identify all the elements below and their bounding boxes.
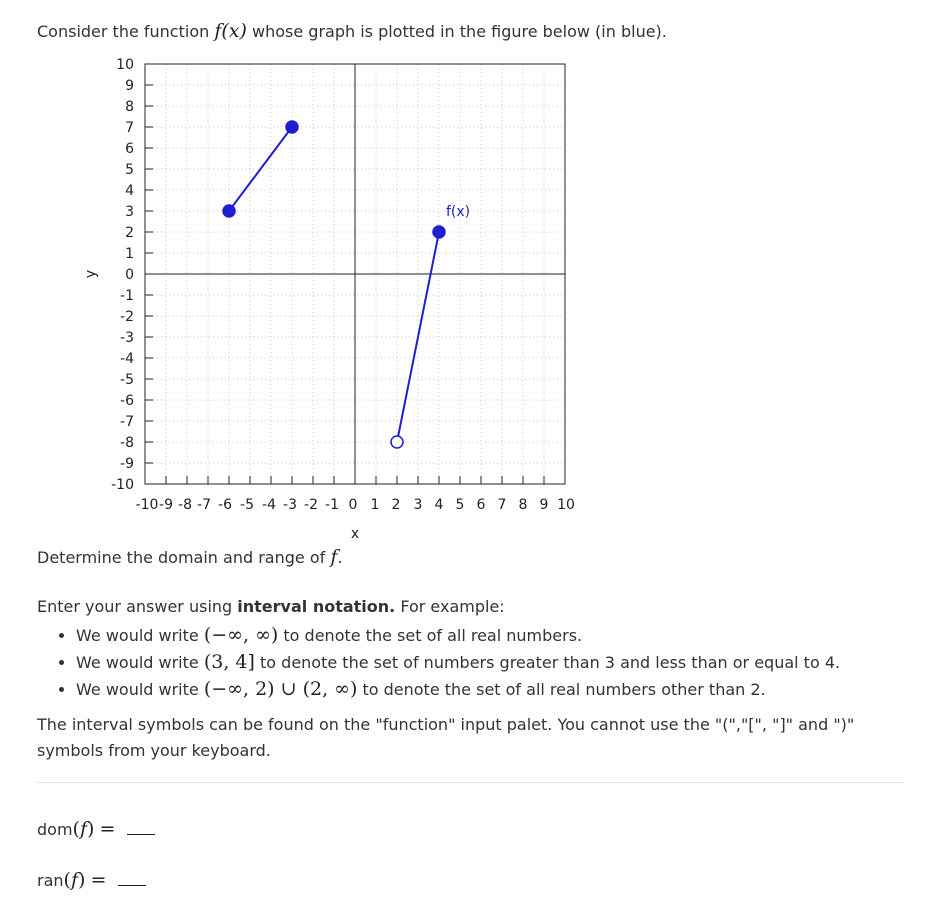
x-tick-label: 9 — [539, 497, 549, 513]
x-tick-label: 0 — [348, 497, 358, 513]
x-axis-label: x — [350, 526, 360, 542]
example-math: (3, 4] — [203, 651, 255, 673]
example-item — [76, 622, 840, 649]
example-pre: We would write — [76, 626, 204, 645]
enter-instructions — [37, 597, 505, 616]
ticks — [111, 57, 575, 513]
ran-equals: = — [90, 869, 107, 891]
example-item — [76, 676, 840, 703]
example-post: to denote the set of all real numbers other than 2. — [357, 680, 766, 699]
x-tick-label: 10 — [557, 497, 575, 513]
intro-function: f(x) — [214, 20, 247, 42]
intro-after: whose graph is plotted in the figure below (in blue). — [246, 22, 667, 41]
x-tick-label: -5 — [240, 497, 254, 513]
y-tick-label: -7 — [120, 414, 134, 430]
determine-f: f — [330, 546, 338, 568]
y-tick-label: -4 — [120, 351, 134, 367]
palet-note: The interval symbols can be found on the "function" input palet. You cannot use the "(","[", "]" and ")" symbols from your keyboard. — [37, 715, 855, 760]
x-tick-label: -1 — [325, 497, 339, 513]
y-tick-label: 7 — [125, 120, 134, 136]
y-tick-label: 1 — [125, 246, 134, 262]
y-tick-label: -8 — [120, 435, 134, 451]
ran-f: f — [70, 869, 78, 891]
domain-input[interactable] — [127, 816, 155, 835]
enter-before: Enter your answer using — [37, 597, 238, 616]
domain-answer-row: dom(f) = — [37, 816, 155, 840]
open-endpoint — [391, 436, 403, 448]
x-tick-label: 5 — [455, 497, 465, 513]
x-tick-label: 2 — [391, 497, 401, 513]
ran-label: ran — [37, 871, 64, 890]
y-tick-label: -3 — [120, 330, 134, 346]
y-tick-label: -6 — [120, 393, 134, 409]
example-math: (−∞, ∞) — [203, 624, 279, 646]
x-tick-label: -4 — [262, 497, 276, 513]
x-tick-label: 7 — [497, 497, 507, 513]
y-tick-label: 6 — [125, 141, 134, 157]
y-tick-label: 4 — [125, 183, 134, 199]
y-tick-label: -10 — [111, 477, 134, 493]
determine-text — [37, 546, 342, 568]
series-segment — [397, 232, 439, 442]
labels — [83, 204, 470, 542]
range-input[interactable] — [118, 867, 146, 886]
x-tick-label: -6 — [218, 497, 232, 513]
y-tick-label: 5 — [125, 162, 134, 178]
example-item — [76, 649, 840, 676]
y-tick-label: 9 — [125, 78, 134, 94]
x-tick-label: -9 — [159, 497, 173, 513]
series-annotation: f(x) — [446, 204, 471, 220]
example-post: to denote the set of all real numbers. — [278, 626, 583, 645]
x-tick-label: 8 — [518, 497, 528, 513]
determine-after: . — [337, 548, 343, 567]
example-pre: We would write — [76, 680, 204, 699]
x-tick-label: -7 — [197, 497, 211, 513]
x-tick-label: 3 — [413, 497, 423, 513]
examples-list — [56, 622, 840, 703]
example-post: to denote the set of numbers greater than 3 and less than or equal to 4. — [254, 653, 841, 672]
y-tick-label: 0 — [125, 267, 134, 283]
closed-endpoint — [433, 226, 445, 238]
y-tick-label: -2 — [120, 309, 134, 325]
y-tick-label: -5 — [120, 372, 134, 388]
x-tick-label: -8 — [178, 497, 192, 513]
y-tick-label: -1 — [120, 288, 134, 304]
determine-before: Determine the domain and range of — [37, 548, 331, 567]
y-tick-label: 10 — [116, 57, 134, 73]
intro-before: Consider the function — [37, 22, 215, 41]
y-axis-label: y — [83, 269, 99, 279]
y-tick-label: -9 — [120, 456, 134, 472]
example-math: (−∞, 2) ∪ (2, ∞) — [203, 678, 358, 700]
x-tick-label: -3 — [283, 497, 297, 513]
example-pre: We would write — [76, 653, 204, 672]
enter-bold: interval notation. — [237, 597, 396, 616]
closed-endpoint — [286, 121, 298, 133]
y-tick-label: 2 — [125, 225, 134, 241]
x-tick-label: 4 — [434, 497, 444, 513]
x-tick-label: -2 — [304, 497, 318, 513]
divider — [37, 782, 903, 783]
closed-endpoint — [223, 205, 235, 217]
y-tick-label: 3 — [125, 204, 134, 220]
x-tick-label: 1 — [370, 497, 380, 513]
x-tick-label: 6 — [476, 497, 486, 513]
dom-label: dom — [37, 820, 73, 839]
dom-equals: = — [99, 818, 116, 840]
x-tick-label: -10 — [135, 497, 159, 513]
dom-f: f — [79, 818, 87, 840]
series-segment — [229, 127, 292, 211]
range-answer-row: ran(f) = — [37, 867, 146, 891]
y-tick-label: 8 — [125, 99, 134, 115]
enter-after: For example: — [395, 597, 505, 616]
